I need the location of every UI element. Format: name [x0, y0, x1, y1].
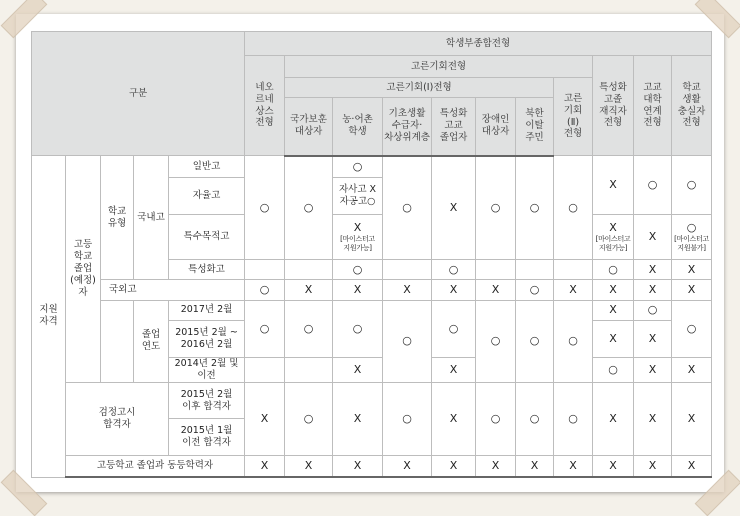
cell-mark: X: [672, 357, 712, 382]
cell-mark: X: [554, 280, 593, 300]
cell-mark: ○: [516, 156, 554, 260]
equal-opportunity-2-header: 고른 기회 (Ⅱ) 전형: [554, 78, 593, 156]
cell-mark: X: [672, 280, 712, 300]
admission-eligibility-table: [31, 31, 712, 478]
cell-mark: X: [593, 382, 634, 455]
cell-mark: ○: [383, 300, 432, 382]
cell-mark: ○: [672, 156, 712, 215]
cell-mark: X: [432, 456, 476, 477]
cell-mark: X: [634, 259, 672, 279]
cell-mark: X: [245, 382, 285, 455]
equal-opportunity-1-header: 고른기회(Ⅰ)전형: [285, 78, 554, 98]
cell-mark: ○: [333, 300, 383, 357]
cell-mark: X: [432, 357, 476, 382]
cell-mark: X: [593, 156, 634, 215]
cell-mark: X: [432, 280, 476, 300]
student-record-header: 학생부종합전형: [245, 32, 712, 56]
cell-mark: ○: [245, 300, 285, 357]
cell-mark: X: [383, 456, 432, 477]
special-farm-cell: [333, 215, 383, 260]
grad-year-label: 졸업 연도: [134, 300, 169, 382]
cell-mark: X: [672, 456, 712, 477]
cell-mark: X: [353, 221, 362, 235]
cell-mark: X: [383, 280, 432, 300]
cell-empty: [245, 357, 285, 382]
year-2015-2016-label: 2015년 2월 ~ 2016년 2월: [169, 320, 245, 357]
disabled-header: 장애인 대상자: [476, 98, 516, 156]
cell-mark: X: [634, 456, 672, 477]
meister-note: [마이스터고 지원불가]: [674, 235, 709, 252]
cell-mark: X: [476, 456, 516, 477]
cell-mark: ○: [432, 259, 476, 279]
cell-mark: ○: [634, 156, 672, 215]
cell-empty: [285, 357, 333, 382]
foreign-school-label: 국외고: [101, 280, 245, 300]
cell-mark: ○: [554, 382, 593, 455]
cell-mark: ○: [593, 259, 634, 279]
cell-mark: ○: [686, 221, 697, 235]
farm-fishing-header: 농·어촌 학생: [333, 98, 383, 156]
cell-mark: X: [516, 456, 554, 477]
cell-empty: [245, 259, 285, 279]
cell-mark: ○: [593, 357, 634, 382]
cell-mark: X: [333, 456, 383, 477]
cell-mark: X: [593, 280, 634, 300]
basic-living-header: 기초생활 수급자· 차상위계층: [383, 98, 432, 156]
cell-mark: ○: [516, 280, 554, 300]
meister-note: [마이스터고 지원가능]: [595, 235, 631, 252]
cell-mark: ○: [333, 156, 383, 178]
ged-after-label: 2015년 2월 이후 합격자: [169, 382, 245, 419]
cell-mark: X: [554, 456, 593, 477]
year-2014-label: 2014년 2월 및 이전: [169, 357, 245, 382]
cell-mark: X: [432, 156, 476, 260]
cell-empty: [516, 259, 554, 279]
cell-mark: ○: [245, 156, 285, 260]
school-life-header: 학교 생활 충실자 전형: [672, 56, 712, 156]
cell-mark: ○: [516, 382, 554, 455]
school-type-label: 학교 유형: [101, 156, 134, 280]
cell-mark: X: [634, 357, 672, 382]
cell-mark: X: [432, 382, 476, 455]
autonomous-school-label: 자율고: [169, 178, 245, 215]
cell-mark: X: [609, 221, 617, 235]
cell-mark: ○: [476, 382, 516, 455]
cell-mark: X: [593, 300, 634, 320]
cell-mark: ○: [634, 300, 672, 320]
cell-mark: X: [285, 456, 333, 477]
cell-mark: X: [333, 382, 383, 455]
special-life-cell: [672, 215, 712, 260]
category-header: 구분: [32, 32, 245, 156]
cell-mark: X: [634, 320, 672, 357]
cell-mark: ○: [285, 382, 333, 455]
cell-mark: ○: [554, 156, 593, 260]
equivalent-label: 고등학교 졸업과 동등학력자: [66, 456, 245, 477]
cell-mark: ○: [476, 300, 516, 382]
cell-mark: ○: [476, 156, 516, 260]
neorenesans-header: 네오 르네 상스 전형: [245, 56, 285, 156]
domestic-label: 국내고: [134, 156, 169, 280]
cell-mark: X: [593, 456, 634, 477]
cell-mark: ○: [383, 382, 432, 455]
equal-opportunity-header: 고른기회전형: [285, 56, 593, 78]
cell-mark: ○: [285, 300, 333, 357]
ged-label: 검정고시 합격자: [66, 382, 169, 455]
ged-before-label: 2015년 1월 이전 합격자: [169, 419, 245, 456]
qualification-label: 지원 자격: [32, 156, 66, 478]
cell-mark: X: [634, 280, 672, 300]
highschool-univ-header: 고교 대학 연계 전형: [634, 56, 672, 156]
defector-header: 북한 이탈 주민: [516, 98, 554, 156]
cell-mark: ○: [554, 300, 593, 382]
cell-mark: X: [333, 280, 383, 300]
cell-empty: [383, 259, 432, 279]
specialized-school-label: 특성화고: [169, 259, 245, 279]
cell-empty: [285, 259, 333, 279]
cell-mark: ○: [516, 300, 554, 382]
cell-mark: ○: [383, 156, 432, 260]
meister-note: [마이스터고 지원가능]: [340, 235, 375, 252]
general-school-label: 일반고: [169, 156, 245, 178]
cell-mark: X: [634, 382, 672, 455]
cell-mark: X: [476, 280, 516, 300]
cell-mark: ○: [432, 300, 476, 357]
cell-mark: X: [634, 215, 672, 260]
cell-mark: X: [672, 382, 712, 455]
national-merit-header: 국가보훈 대상자: [285, 98, 333, 156]
special-working-cell: [593, 215, 634, 260]
cell-mark: X: [285, 280, 333, 300]
cell-mark: X: [672, 259, 712, 279]
cell-mark: ○: [245, 280, 285, 300]
cell-mark: ○: [672, 300, 712, 357]
cell-empty: [476, 259, 516, 279]
cell-mark: X: [593, 320, 634, 357]
grad-year-spacer: [101, 300, 134, 382]
autonomous-farm-cell: 자사고 X 자공고○: [333, 178, 383, 215]
cell-mark: ○: [285, 156, 333, 260]
year-2017-label: 2017년 2월: [169, 300, 245, 320]
specialized-working-header: 특성화 고졸 재직자 전형: [593, 56, 634, 156]
cell-mark: X: [333, 357, 383, 382]
cell-mark: ○: [333, 259, 383, 279]
cell-mark: X: [245, 456, 285, 477]
special-purpose-label: 특수목적고: [169, 215, 245, 260]
hs-graduate-label: 고등 학교 졸업 (예정) 자: [66, 156, 101, 383]
cell-empty: [554, 259, 593, 279]
specialized-grad-header: 특성화 고교 졸업자: [432, 98, 476, 156]
